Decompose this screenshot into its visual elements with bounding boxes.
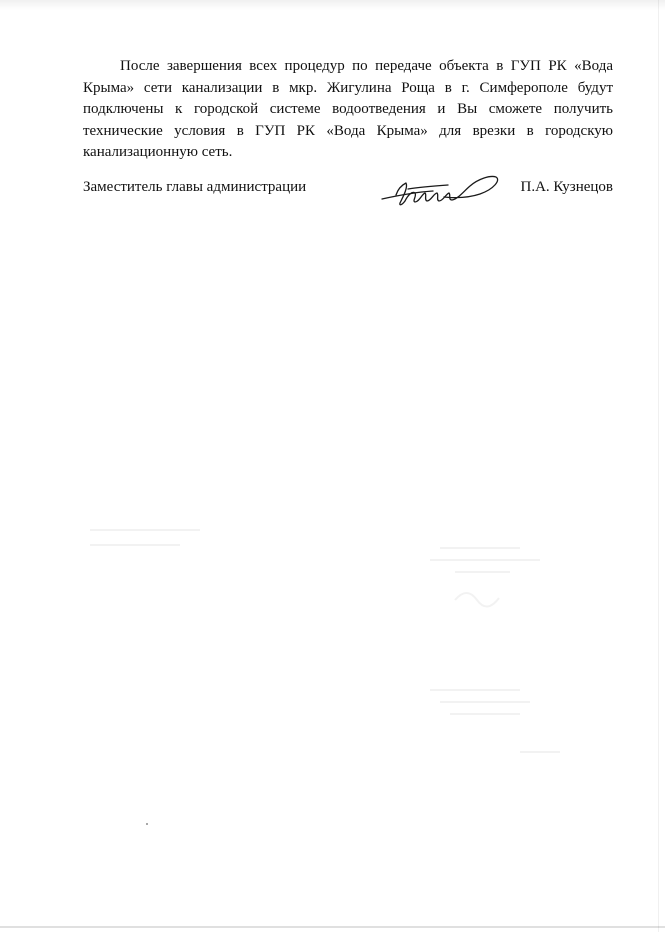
scan-shadow (0, 0, 665, 10)
scan-edge-line (658, 0, 659, 932)
scan-bottom-line (0, 926, 665, 928)
handwritten-signature (378, 169, 503, 213)
signer-name: П.А. Кузнецов (520, 179, 613, 195)
signature-block (83, 175, 613, 215)
signer-position: Заместитель главы администрации (83, 179, 307, 195)
scan-speck (146, 823, 148, 825)
letter-paragraph: После завершения всех процедур по передаче объекта в ГУП РК «Вода Крыма» сети канализации в мкр. Жигулина Роща в г. Симферополе будут подключены к городской системе водоотведения и Вы сможете получить технические условия в ГУП РК «Вода Крыма» для врезки в городскую канализационную сеть. (83, 58, 613, 160)
